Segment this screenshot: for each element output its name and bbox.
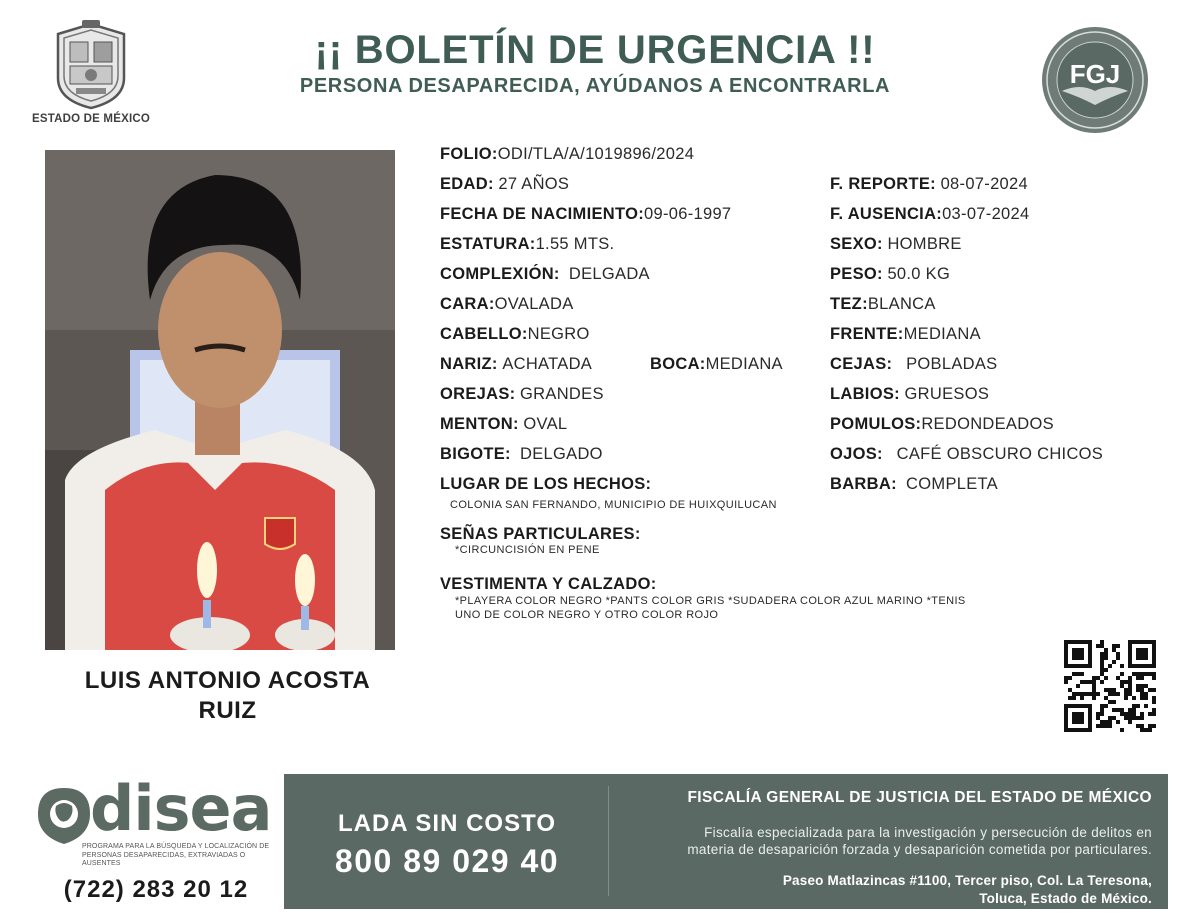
field-boca xyxy=(650,354,783,374)
field-ojos xyxy=(830,444,1103,464)
peso-value: 50.0 KG xyxy=(887,265,951,283)
fiscalia-description xyxy=(612,824,1152,858)
labios-value: GRUESOS xyxy=(904,385,990,403)
field-tez xyxy=(830,294,936,314)
field-complexion xyxy=(440,264,650,284)
address-line1: Paseo Matlazincas #1100, Tercer piso, Col. La Teresona, xyxy=(782,873,1152,888)
fiscalia-title: FISCALÍA GENERAL DE JUSTICIA DEL ESTADO DE MÉXICO xyxy=(687,789,1152,806)
orejas-value: GRANDES xyxy=(520,385,604,403)
ojos-label: OJOS: xyxy=(830,445,883,463)
fecha-ausencia-label: F. AUSENCIA: xyxy=(830,205,943,223)
cara-label: CARA: xyxy=(440,295,495,313)
boca-value: MEDIANA xyxy=(705,355,783,373)
field-nariz xyxy=(440,354,592,374)
bulletin-subtitle: PERSONA DESAPARECIDA, AYÚDANOS A ENCONTRARLA xyxy=(299,75,891,97)
field-folio xyxy=(440,144,694,164)
field-labios xyxy=(830,384,989,404)
nariz-label: NARIZ: xyxy=(440,355,498,373)
pomulos-label: POMULOS: xyxy=(830,415,922,433)
nariz-value: ACHATADA xyxy=(502,355,593,373)
edomex-logo xyxy=(28,18,154,130)
boca-label: BOCA: xyxy=(650,355,706,373)
labios-label: LABIOS: xyxy=(830,385,900,403)
orejas-label: OREJAS: xyxy=(440,385,516,403)
barba-value: COMPLETA xyxy=(906,475,998,493)
bulletin-title: ¡¡ BOLETÍN DE URGENCIA !! xyxy=(314,28,876,72)
field-estatura xyxy=(440,234,614,254)
vestimenta-label: VESTIMENTA Y CALZADO: xyxy=(440,575,657,593)
frente-label: FRENTE: xyxy=(830,325,904,343)
bigote-label: BIGOTE: xyxy=(440,445,511,463)
tez-value: BLANCA xyxy=(867,295,936,313)
person-name-line2: RUIZ xyxy=(198,697,257,724)
field-menton xyxy=(440,414,567,434)
barba-label: BARBA: xyxy=(830,475,897,493)
edad-value: 27 AÑOS xyxy=(498,175,570,193)
lugar-value: COLONIA SAN FERNANDO, MUNICIPIO DE HUIXQUILUCAN xyxy=(450,499,777,511)
cejas-label: CEJAS: xyxy=(830,355,893,373)
edad-label: EDAD: xyxy=(440,175,494,193)
fecha-reporte-label: F. REPORTE: xyxy=(830,175,936,193)
fiscalia-desc-line2: materia de desaparición forzada y desaparición cometida por particulares. xyxy=(687,842,1152,857)
band-divider xyxy=(608,786,609,896)
fecha-nacimiento-value: 09-06-1997 xyxy=(644,205,732,223)
field-edad xyxy=(440,174,569,194)
odisea-brand: disea xyxy=(90,772,272,845)
lada-label: LADA SIN COSTO xyxy=(337,810,556,837)
cabello-value: NEGRO xyxy=(527,325,590,343)
field-fecha-nacimiento xyxy=(440,204,731,224)
ojos-value: CAFÉ OBSCURO CHICOS xyxy=(896,445,1104,463)
vestimenta-line1: *PLAYERA COLOR NEGRO *PANTS COLOR GRIS *SUDADERA COLOR AZUL MARINO *TENIS xyxy=(455,595,966,607)
field-frente xyxy=(830,324,981,344)
senas-label: SEÑAS PARTICULARES: xyxy=(440,525,641,543)
field-bigote xyxy=(440,444,603,464)
field-cabello xyxy=(440,324,590,344)
complexion-value: DELGADA xyxy=(568,265,650,283)
fecha-reporte-value: 08-07-2024 xyxy=(940,175,1028,193)
peso-label: PESO: xyxy=(830,265,883,283)
state-caption: ESTADO DE MÉXICO xyxy=(32,113,150,125)
sexo-value: HOMBRE xyxy=(887,235,962,253)
edomex-coat-of-arms-icon xyxy=(52,20,130,110)
cabello-label: CABELLO: xyxy=(440,325,528,343)
estatura-label: ESTATURA: xyxy=(440,235,536,253)
fecha-ausencia-value: 03-07-2024 xyxy=(942,205,1030,223)
field-pomulos xyxy=(830,414,1054,434)
bigote-value: DELGADO xyxy=(520,445,603,463)
folio-value: ODI/TLA/A/1019896/2024 xyxy=(497,145,695,163)
complexion-label: COMPLEXIÓN: xyxy=(440,265,560,283)
fecha-nacimiento-label: FECHA DE NACIMIENTO: xyxy=(440,205,644,223)
menton-label: MENTON: xyxy=(440,415,519,433)
address-line2: Toluca, Estado de México. xyxy=(979,891,1152,906)
field-peso xyxy=(830,264,950,284)
lugar-label: LUGAR DE LOS HECHOS: xyxy=(440,475,652,493)
local-phone[interactable]: (722) 283 20 12 xyxy=(63,876,249,903)
lada-number[interactable]: 800 89 029 40 xyxy=(334,843,560,879)
person-name-line1: LUIS ANTONIO ACOSTA xyxy=(84,667,371,694)
field-fecha-ausencia xyxy=(830,204,1029,224)
qr-code[interactable] xyxy=(1064,640,1156,732)
fgj-logo-text: FGJ xyxy=(1069,59,1121,89)
pomulos-value: REDONDEADOS xyxy=(921,415,1054,433)
senas-value: *CIRCUNCISIÓN EN PENE xyxy=(455,544,600,556)
field-fecha-reporte xyxy=(830,174,1028,194)
vestimenta-line2: UNO DE COLOR NEGRO Y OTRO COLOR ROJO xyxy=(455,609,719,621)
field-orejas xyxy=(440,384,604,404)
field-sexo xyxy=(830,234,962,254)
fgj-seal-icon xyxy=(1040,25,1150,135)
person-name xyxy=(45,666,410,726)
cejas-value: POBLADAS xyxy=(906,355,998,373)
fiscalia-desc-line1: Fiscalía especializada para la investigación y persecución de delitos en xyxy=(704,825,1152,840)
fiscalia-address xyxy=(612,872,1152,908)
menton-value: OVAL xyxy=(523,415,568,433)
field-barba xyxy=(830,474,998,494)
cara-value: OVALADA xyxy=(494,295,574,313)
frente-value: MEDIANA xyxy=(903,325,981,343)
field-cejas xyxy=(830,354,997,374)
estatura-value: 1.55 MTS. xyxy=(535,235,615,253)
sexo-label: SEXO: xyxy=(830,235,883,253)
folio-label: FOLIO: xyxy=(440,145,498,163)
field-cara xyxy=(440,294,574,314)
tez-label: TEZ: xyxy=(830,295,868,313)
missing-person-photo xyxy=(45,150,395,650)
odisea-tagline: PROGRAMA PARA LA BÚSQUEDA Y LOCALIZACIÓN DE PERSONAS DESAPARECIDAS, EXTRAVIADAS O AUSENTES xyxy=(82,843,270,867)
